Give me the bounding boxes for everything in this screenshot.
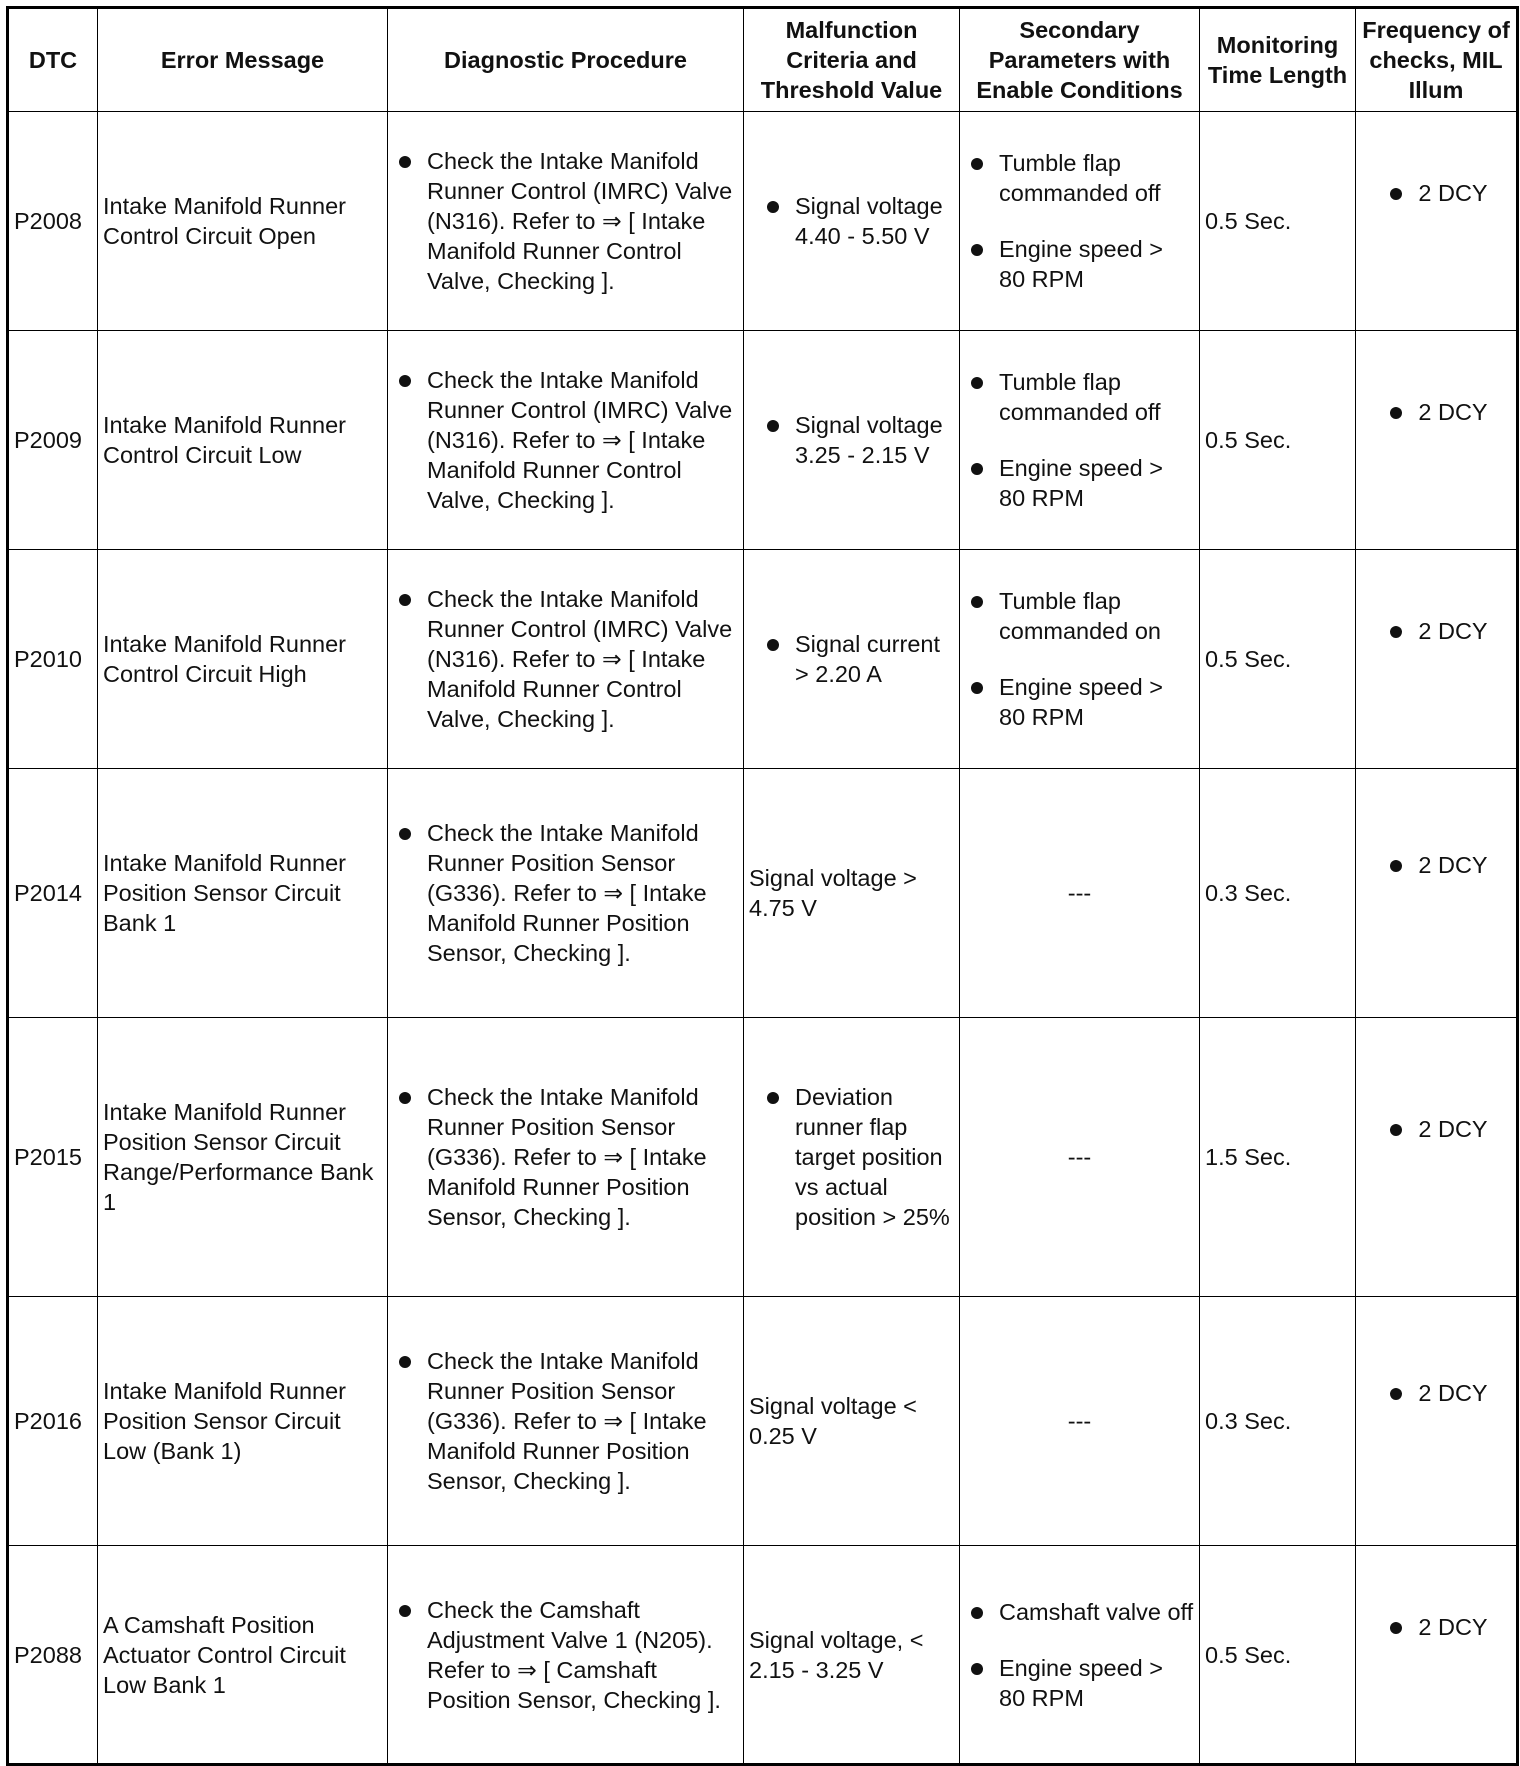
secondary-parameters: ---: [960, 769, 1200, 1018]
frequency: [1356, 1546, 1518, 1765]
malfunction-criteria: Signal voltage > 4.75 V: [744, 769, 960, 1018]
secondary-item: Tumble flap commanded on: [965, 586, 1194, 646]
dtc-table: [6, 6, 1519, 1766]
secondary-item: Engine speed > 80 RPM: [965, 672, 1194, 732]
error-message: Intake Manifold Runner Position Sensor Circuit Bank 1: [98, 769, 388, 1018]
malfunction-item: Signal voltage 3.25 - 2.15 V: [749, 410, 954, 470]
malfunction-criteria: Signal voltage, < 2.15 - 3.25 V: [744, 1546, 960, 1765]
dtc-code: P2015: [8, 1018, 98, 1297]
procedure-item: Check the Intake Manifold Runner Position Sensor (G336). Refer to ⇒ [ Intake Manifold Runner Position Sensor, Checking ].: [393, 1082, 738, 1232]
dtc-code: P2010: [8, 550, 98, 769]
diagnostic-procedure: [388, 331, 744, 550]
error-message: Intake Manifold Runner Control Circuit High: [98, 550, 388, 769]
frequency-item: 2 DCY: [1384, 850, 1487, 880]
table-row: [8, 1018, 1518, 1297]
malfunction-item: Signal voltage 4.40 - 5.50 V: [749, 191, 954, 251]
malfunction-criteria: Signal voltage < 0.25 V: [744, 1297, 960, 1546]
malfunction-criteria: [744, 550, 960, 769]
secondary-item: Engine speed > 80 RPM: [965, 453, 1194, 513]
table-row: [8, 1297, 1518, 1546]
table-row: [8, 550, 1518, 769]
malfunction-criteria: [744, 331, 960, 550]
frequency: [1356, 331, 1518, 550]
diagnostic-procedure: [388, 550, 744, 769]
table-row: [8, 769, 1518, 1018]
procedure-item: Check the Intake Manifold Runner Control (IMRC) Valve (N316). Refer to ⇒ [ Intake Manifold Runner Control Valve, Checking ].: [393, 584, 738, 734]
header-malfunction-criteria: Malfunction Criteria and Threshold Value: [744, 8, 960, 112]
malfunction-item: Deviation runner flap target position vs actual position > 25%: [749, 1082, 954, 1232]
dtc-code: P2014: [8, 769, 98, 1018]
monitoring-time: 0.5 Sec.: [1200, 112, 1356, 331]
secondary-item: Tumble flap commanded off: [965, 148, 1194, 208]
frequency: [1356, 112, 1518, 331]
procedure-item: Check the Camshaft Adjustment Valve 1 (N205). Refer to ⇒ [ Camshaft Position Sensor, Checking ].: [393, 1595, 738, 1715]
error-message: A Camshaft Position Actuator Control Circuit Low Bank 1: [98, 1546, 388, 1765]
table-row: [8, 1546, 1518, 1765]
frequency-item: 2 DCY: [1384, 616, 1487, 646]
header-dtc: DTC: [8, 8, 98, 112]
diagnostic-procedure: [388, 1018, 744, 1297]
dtc-code: P2008: [8, 112, 98, 331]
diagnostic-procedure: [388, 112, 744, 331]
secondary-item: Engine speed > 80 RPM: [965, 234, 1194, 294]
secondary-item: Tumble flap commanded off: [965, 367, 1194, 427]
diagnostic-procedure: [388, 1297, 744, 1546]
malfunction-criteria: [744, 112, 960, 331]
secondary-parameters: [960, 112, 1200, 331]
table-row: [8, 112, 1518, 331]
header-frequency: Frequency of checks, MIL Illum: [1356, 8, 1518, 112]
procedure-item: Check the Intake Manifold Runner Position Sensor (G336). Refer to ⇒ [ Intake Manifold Runner Position Sensor, Checking ].: [393, 818, 738, 968]
secondary-parameters: [960, 331, 1200, 550]
header-row: [8, 8, 1518, 112]
frequency-item: 2 DCY: [1384, 397, 1487, 427]
monitoring-time: 0.3 Sec.: [1200, 1297, 1356, 1546]
header-monitoring-time: Monitoring Time Length: [1200, 8, 1356, 112]
procedure-item: Check the Intake Manifold Runner Control (IMRC) Valve (N316). Refer to ⇒ [ Intake Manifold Runner Control Valve, Checking ].: [393, 365, 738, 515]
diagnostic-procedure: [388, 769, 744, 1018]
header-secondary-parameters: Secondary Parameters with Enable Conditions: [960, 8, 1200, 112]
malfunction-criteria: [744, 1018, 960, 1297]
monitoring-time: 1.5 Sec.: [1200, 1018, 1356, 1297]
diagnostic-procedure: [388, 1546, 744, 1765]
secondary-parameters: ---: [960, 1018, 1200, 1297]
frequency: [1356, 1297, 1518, 1546]
secondary-parameters: ---: [960, 1297, 1200, 1546]
dtc-code: P2088: [8, 1546, 98, 1765]
frequency-item: 2 DCY: [1384, 1612, 1487, 1642]
frequency: [1356, 769, 1518, 1018]
dtc-code: P2016: [8, 1297, 98, 1546]
monitoring-time: 0.5 Sec.: [1200, 550, 1356, 769]
header-error-message: Error Message: [98, 8, 388, 112]
table-row: [8, 331, 1518, 550]
frequency-item: 2 DCY: [1384, 178, 1487, 208]
error-message: Intake Manifold Runner Control Circuit Low: [98, 331, 388, 550]
monitoring-time: 0.5 Sec.: [1200, 331, 1356, 550]
frequency: [1356, 550, 1518, 769]
frequency-item: 2 DCY: [1384, 1114, 1487, 1144]
procedure-item: Check the Intake Manifold Runner Control (IMRC) Valve (N316). Refer to ⇒ [ Intake Manifold Runner Control Valve, Checking ].: [393, 146, 738, 296]
secondary-parameters: [960, 1546, 1200, 1765]
secondary-parameters: [960, 550, 1200, 769]
error-message: Intake Manifold Runner Control Circuit Open: [98, 112, 388, 331]
frequency: [1356, 1018, 1518, 1297]
secondary-item: Engine speed > 80 RPM: [965, 1653, 1194, 1713]
procedure-item: Check the Intake Manifold Runner Position Sensor (G336). Refer to ⇒ [ Intake Manifold Runner Position Sensor, Checking ].: [393, 1346, 738, 1496]
header-diagnostic-procedure: Diagnostic Procedure: [388, 8, 744, 112]
secondary-item: Camshaft valve off: [965, 1597, 1194, 1627]
monitoring-time: 0.5 Sec.: [1200, 1546, 1356, 1765]
monitoring-time: 0.3 Sec.: [1200, 769, 1356, 1018]
error-message: Intake Manifold Runner Position Sensor Circuit Range/Performance Bank 1: [98, 1018, 388, 1297]
dtc-code: P2009: [8, 331, 98, 550]
frequency-item: 2 DCY: [1384, 1378, 1487, 1408]
malfunction-item: Signal current > 2.20 A: [749, 629, 954, 689]
error-message: Intake Manifold Runner Position Sensor Circuit Low (Bank 1): [98, 1297, 388, 1546]
